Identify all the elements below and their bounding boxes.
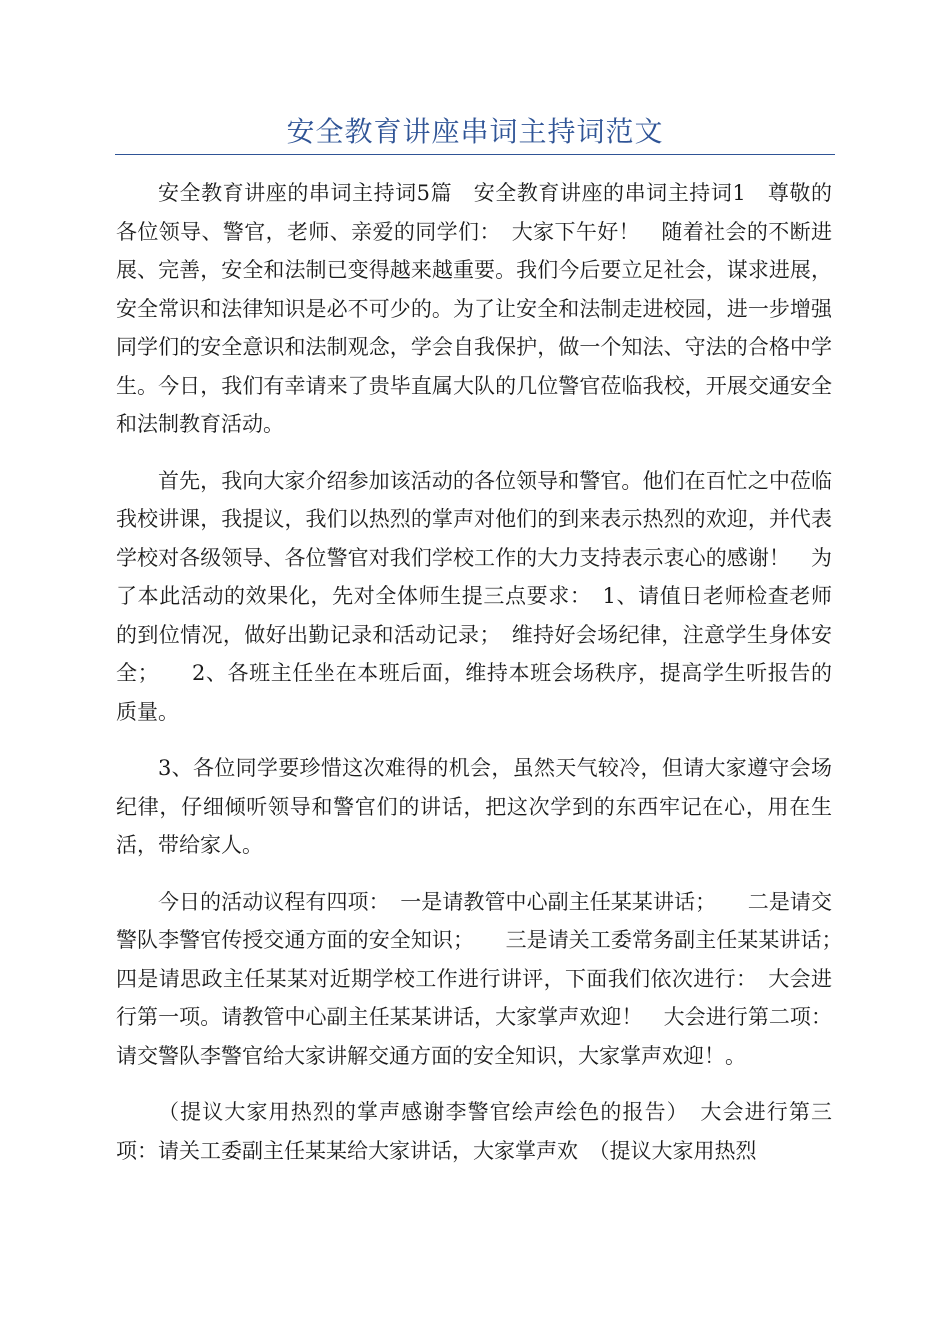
document-title: 安全教育讲座串词主持词范文	[286, 115, 664, 148]
document-body	[116, 174, 874, 1188]
paragraph-3: 3、各位同学要珍惜这次难得的机会，虽然天气较冷，但请大家遵守会场纪律，仔细倾听领导和警官们的讲话，把这次学到的东西牢记在心，用在生活，带给家人。	[116, 756, 832, 857]
paragraph-5: （提议大家用热烈的掌声感谢李警官绘声绘色的报告） 大会进行第三项：请关工委副主任某某给大家讲话，大家掌声欢 （提议大家用热烈	[116, 1100, 832, 1163]
paragraph-4: 今日的活动议程有四项： 一是请教管中心副主任某某讲话； 二是请交警队李警官传授交通方面的安全知识； 三是请关工委常务副主任某某讲话； 四是请思政主任某某对近期学校工作进行讲评，下面我们依次进行： 大会进行第一项。请教管中心副主任某某讲话，大家掌声欢迎！ 大会进行第二项：请交警队李警官给大家讲解交通方面的安全知识，大家掌声欢迎！。	[116, 889, 874, 1068]
title-underline	[115, 154, 835, 155]
paragraph-2: 首先，我向大家介绍参加该活动的各位领导和警官。他们在百忙之中莅临我校讲课，我提议，我们以热烈的掌声对他们的到来表示热烈的欢迎，并代表学校对各级领导、各位警官对我们学校工作的大力支持表示衷心的感谢！ 为了本此活动的效果化，先对全体师生提三点要求： 1、请值日老师检查老师的到位情况，做好出勤记录和活动记录； 维持好会场纪律，注意学生身体安全； 2、各班主任坐在本班后面，维持本班会场秩序，提高学生听报告的质量。	[116, 468, 832, 724]
paragraph-1: 安全教育讲座的串词主持词5篇 安全教育讲座的串词主持词1 尊敬的各位领导、警官，老师、亲爱的同学们： 大家下午好！ 随着社会的不断进展、完善，安全和法制已变得越来越重要。我们今后要立足社会，谋求进展，安全常识和法律知识是必不可少的。为了让安全和法制走进校园，进一步增强同学们的安全意识和法制观念，学会自我保护，做一个知法、守法的合格中学生。今日，我们有幸请来了贵毕直属大队的几位警官莅临我校，开展交通安全和法制教育活动。	[116, 181, 832, 436]
